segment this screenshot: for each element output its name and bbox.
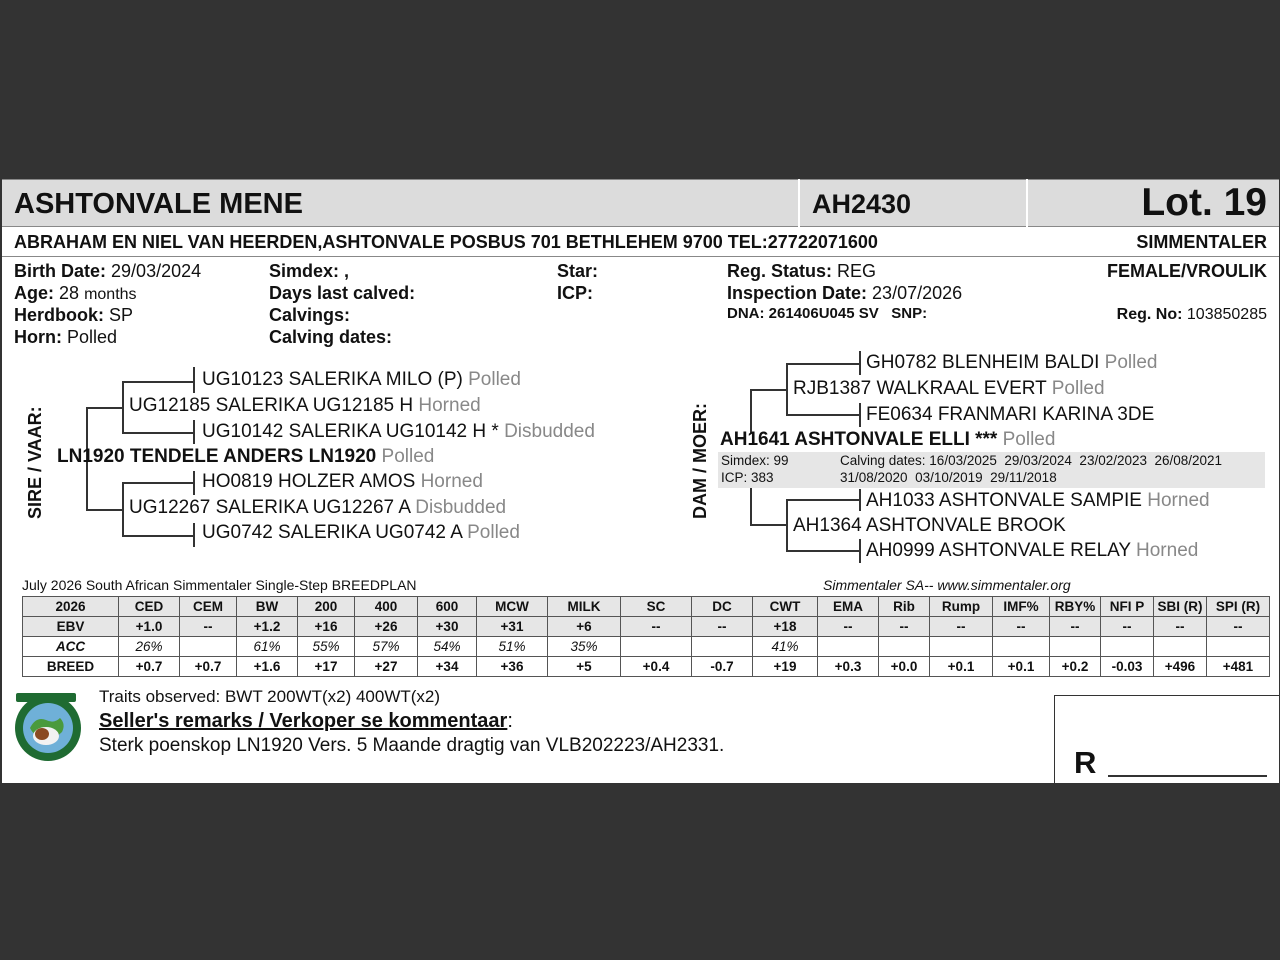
ebv-cell xyxy=(818,637,879,657)
tree-line xyxy=(859,489,861,511)
sire xyxy=(57,446,434,468)
pedigree-name: RJB1387 WALKRAAL EVERT xyxy=(793,378,1047,399)
remarks-heading xyxy=(99,710,513,733)
ebv-cell: RBY% xyxy=(1050,597,1101,617)
ebv-cell: -- xyxy=(879,617,930,637)
horn-status: Polled xyxy=(1051,378,1105,399)
ebv-cell: Rib xyxy=(879,597,930,617)
simdex-label: Simdex: , xyxy=(269,261,350,281)
pedigree-name: UG12185 SALERIKA UG12185 H xyxy=(129,395,414,416)
dam-calving-dates-2: 31/08/2020 03/10/2019 29/11/2018 xyxy=(840,470,1057,485)
ebv-cell: -- xyxy=(1101,617,1154,637)
ebv-cell: 200 xyxy=(298,597,355,617)
ebv-cell: MILK xyxy=(548,597,621,617)
horn-status: Disbudded xyxy=(415,497,507,518)
ebv-cell: -- xyxy=(1050,617,1101,637)
dam-dam-sire xyxy=(866,490,1210,512)
ebv-cell: +18 xyxy=(753,617,818,637)
horn-status: Disbudded xyxy=(504,421,595,442)
reg-no xyxy=(1117,306,1267,324)
ebv-cell xyxy=(1101,637,1154,657)
sire-dam-dam xyxy=(202,522,520,544)
pedigree-name: AH1641 ASHTONVALE ELLI *** xyxy=(720,429,998,450)
horn-label: Horn: xyxy=(14,327,62,347)
reg-no-label: Reg. No: xyxy=(1116,306,1183,323)
lot-card xyxy=(2,179,1279,783)
horn-status: Horned xyxy=(1136,540,1199,561)
lot-header-cell xyxy=(1028,179,1279,227)
sire-sire-dam xyxy=(202,421,595,443)
tree-line xyxy=(86,509,124,511)
horn-status: Horned xyxy=(1147,490,1210,511)
ebv-cell xyxy=(1154,637,1207,657)
tree-line xyxy=(859,403,861,427)
age-unit: months xyxy=(84,286,137,303)
herdbook-label: Herdbook: xyxy=(14,305,104,325)
ebv-cell: 61% xyxy=(237,637,298,657)
tree-line xyxy=(122,381,194,383)
ebv-cell: +0.2 xyxy=(1050,657,1101,677)
tree-line xyxy=(122,381,124,407)
remarks-colon: : xyxy=(507,710,513,732)
ebv-cell: 51% xyxy=(477,637,548,657)
inspection-value: 23/07/2026 xyxy=(872,283,963,303)
divider xyxy=(2,256,1279,257)
ebv-cell: +31 xyxy=(477,617,548,637)
dam-simdex: Simdex: 99 xyxy=(721,453,789,468)
horn-status: Polled xyxy=(1002,429,1056,450)
tree-line xyxy=(859,351,861,375)
tree-line xyxy=(193,367,195,393)
tree-line xyxy=(193,420,195,444)
tree-line xyxy=(750,389,788,391)
pedigree-name: UG12267 SALERIKA UG12267 A xyxy=(129,497,410,518)
tree-line xyxy=(786,363,788,415)
ebv-cell: +6 xyxy=(548,617,621,637)
ebv-cell: -- xyxy=(692,617,753,637)
ebv-cell xyxy=(180,637,237,657)
ebv-cell: IMF% xyxy=(993,597,1050,617)
ebv-cell: 600 xyxy=(418,597,477,617)
breed-label: SIMMENTALER xyxy=(1136,232,1267,252)
ebv-cell: 55% xyxy=(298,637,355,657)
ebv-cell: DC xyxy=(692,597,753,617)
ebv-header-row xyxy=(23,597,1270,617)
tree-line xyxy=(86,407,124,409)
ebv-cell: +36 xyxy=(477,657,548,677)
tree-line xyxy=(786,499,860,501)
reg-status-value: REG xyxy=(837,261,877,281)
pedigree-name: LN1920 TENDELE ANDERS LN1920 xyxy=(57,446,377,467)
animal-code: AH2430 xyxy=(812,189,912,219)
dam xyxy=(720,429,1055,451)
reg-status xyxy=(727,261,876,282)
ebv-cell xyxy=(1207,637,1270,657)
remarks-title: Seller's remarks / Verkoper se kommentaar xyxy=(99,710,508,732)
horn-status: Polled xyxy=(381,446,435,467)
remarks-text: Sterk poenskop LN1920 Vers. 5 Maande dragtig van VLB202223/AH2331. xyxy=(99,735,725,756)
dam-icp: ICP: 383 xyxy=(721,470,774,485)
pedigree-name: AH1364 ASHTONVALE BROOK xyxy=(793,515,1066,536)
ebv-cell: -- xyxy=(993,617,1050,637)
horn-value: Polled xyxy=(67,327,118,347)
ebv-cell: +0.3 xyxy=(818,657,879,677)
horn-status: Polled xyxy=(468,369,521,390)
ebv-cell: +26 xyxy=(355,617,418,637)
ebv-cell: SPI (R) xyxy=(1207,597,1270,617)
signature-line[interactable] xyxy=(1108,775,1267,777)
birth-label: Birth Date: xyxy=(14,261,107,281)
ebv-cell xyxy=(692,637,753,657)
sire-dam xyxy=(129,497,506,519)
reg-no-value: 103850285 xyxy=(1186,306,1267,323)
ebv-cell: 41% xyxy=(753,637,818,657)
ebv-cell: +5 xyxy=(548,657,621,677)
ebv-cell: +1.2 xyxy=(237,617,298,637)
ebv-cell: +0.4 xyxy=(621,657,692,677)
ebv-row-label: ACC xyxy=(23,637,119,657)
code-header-cell xyxy=(800,179,1026,227)
owner-line: ABRAHAM EN NIEL VAN HEERDEN,ASHTONVALE POSBUS 701 BETHLEHEM 9700 TEL:27722071600 xyxy=(14,232,878,252)
tree-line xyxy=(193,471,195,495)
ebv-cell: +1.0 xyxy=(119,617,180,637)
ebv-cell xyxy=(1050,637,1101,657)
ebv-table xyxy=(22,596,1270,677)
name-header-cell xyxy=(2,179,798,227)
horn-status: Polled xyxy=(1104,352,1158,373)
ebv-cell: +19 xyxy=(753,657,818,677)
ebv-cell xyxy=(879,637,930,657)
ebv-cell: +0.1 xyxy=(993,657,1050,677)
ebv-cell: CWT xyxy=(753,597,818,617)
traits-observed: Traits observed: BWT 200WT(x2) 400WT(x2) xyxy=(99,687,441,706)
ebv-row-label: EBV xyxy=(23,617,119,637)
ebv-cell: EMA xyxy=(818,597,879,617)
age xyxy=(14,283,137,304)
ebv-cell: BW xyxy=(237,597,298,617)
sire-dam-sire xyxy=(202,471,483,493)
pedigree-name: AH1033 ASHTONVALE SAMPIE xyxy=(866,490,1142,511)
r-label: R xyxy=(1074,745,1097,780)
tree-line xyxy=(786,499,788,551)
age-label: Age: xyxy=(14,283,54,303)
birth-date xyxy=(14,261,201,282)
sire-side-label: SIRE / VAAR: xyxy=(25,406,45,519)
dam-dam-dam xyxy=(866,540,1198,562)
horn-status: Horned xyxy=(420,471,483,492)
ebv-row-label: BREED xyxy=(23,657,119,677)
ebv-cell: -- xyxy=(930,617,993,637)
ebv-cell: +16 xyxy=(298,617,355,637)
ebv-cell: +496 xyxy=(1154,657,1207,677)
sire-sire xyxy=(129,395,481,417)
pedigree-name: UG10142 SALERIKA UG10142 H * xyxy=(202,421,499,442)
pedigree-name: AH0999 ASHTONVALE RELAY xyxy=(866,540,1131,561)
herdbook-value: SP xyxy=(109,305,134,325)
lot-number: Lot. 19 xyxy=(1141,181,1267,224)
reg-status-label: Reg. Status: xyxy=(727,261,833,281)
ebv-cell xyxy=(621,637,692,657)
pedigree-name: UG10123 SALERIKA MILO (P) xyxy=(202,369,463,390)
horn-status: Horned xyxy=(418,395,481,416)
ebv-row xyxy=(23,637,1270,657)
ebv-row xyxy=(23,617,1270,637)
dam-dam xyxy=(793,515,1066,537)
ebv-cell: -- xyxy=(180,617,237,637)
tree-line xyxy=(122,482,124,536)
ebv-cell: MCW xyxy=(477,597,548,617)
herdbook xyxy=(14,305,133,326)
ebv-cell: 54% xyxy=(418,637,477,657)
dam-side-label: DAM / MOER: xyxy=(690,403,710,519)
ebv-cell: Rump xyxy=(930,597,993,617)
ebv-cell: SC xyxy=(621,597,692,617)
ebv-cell: -- xyxy=(1154,617,1207,637)
star-label: Star: xyxy=(557,261,599,281)
tree-line xyxy=(859,539,861,563)
ebv-cell: CED xyxy=(119,597,180,617)
tree-line xyxy=(122,432,194,434)
age-value: 28 xyxy=(59,283,80,303)
ebv-cell: +0.7 xyxy=(119,657,180,677)
pedigree-name: UG0742 SALERIKA UG0742 A xyxy=(202,522,462,543)
dam-calving-dates: Calving dates: 16/03/2025 29/03/2024 23/02/2023 26/08/2021 xyxy=(840,453,1223,468)
ebv-cell: 57% xyxy=(355,637,418,657)
ebv-cell: -- xyxy=(818,617,879,637)
ebv-cell: -0.03 xyxy=(1101,657,1154,677)
ebv-cell: 400 xyxy=(355,597,418,617)
ebv-cell: CEM xyxy=(180,597,237,617)
calvings-label: Calvings: xyxy=(269,305,351,325)
pedigree-name: GH0782 BLENHEIM BALDI xyxy=(866,352,1100,373)
ebv-cell: SBI (R) xyxy=(1154,597,1207,617)
icp-label: ICP: xyxy=(557,283,593,303)
horn xyxy=(14,327,117,348)
ebv-cell: +34 xyxy=(418,657,477,677)
sire-sire-sire xyxy=(202,369,521,391)
dna-line: DNA: 261406U045 SV SNP: xyxy=(727,305,928,322)
ebv-cell: +27 xyxy=(355,657,418,677)
ebv-cell xyxy=(993,637,1050,657)
ebv-cell: NFI P xyxy=(1101,597,1154,617)
tree-line xyxy=(750,389,752,433)
ebv-cell: +0.7 xyxy=(180,657,237,677)
tree-line xyxy=(750,485,752,525)
tree-line xyxy=(786,414,860,416)
simmentaler-logo-icon xyxy=(12,690,84,762)
inspection-label: Inspection Date: xyxy=(727,283,868,303)
ebv-row xyxy=(23,657,1270,677)
ebv-cell: 35% xyxy=(548,637,621,657)
pedigree-name: FE0634 FRANMARI KARINA 3DE xyxy=(866,404,1155,425)
pedigree-name: HO0819 HOLZER AMOS xyxy=(202,471,416,492)
tree-line xyxy=(750,524,788,526)
ebv-cell: -- xyxy=(621,617,692,637)
ebv-cell: -- xyxy=(1207,617,1270,637)
ebv-row-label: 2026 xyxy=(23,597,119,617)
birth-value: 29/03/2024 xyxy=(111,261,202,281)
ebv-cell: +17 xyxy=(298,657,355,677)
ebv-cell: +0.1 xyxy=(930,657,993,677)
dam-sire-dam xyxy=(866,404,1154,426)
breedplan-title: July 2026 South African Simmentaler Single-Step BREEDPLAN xyxy=(22,577,417,593)
horn-status: Polled xyxy=(467,522,520,543)
ebv-cell: +30 xyxy=(418,617,477,637)
tree-line xyxy=(122,482,194,484)
ebv-cell: +1.6 xyxy=(237,657,298,677)
dam-sire-sire xyxy=(866,352,1157,374)
tree-line xyxy=(122,535,194,537)
tree-line xyxy=(786,363,860,365)
animal-name: ASHTONVALE MENE xyxy=(14,188,303,220)
days-last-calved-label: Days last calved: xyxy=(269,283,416,303)
ebv-cell: -0.7 xyxy=(692,657,753,677)
calving-dates-label: Calving dates: xyxy=(269,327,393,347)
tree-line xyxy=(193,523,195,547)
sex-label: FEMALE/VROULIK xyxy=(1107,261,1267,281)
ebv-cell: +0.0 xyxy=(879,657,930,677)
tree-line xyxy=(786,550,860,552)
ebv-cell: 26% xyxy=(119,637,180,657)
dam-sire xyxy=(793,378,1105,400)
tree-line xyxy=(122,407,124,433)
ebv-cell xyxy=(930,637,993,657)
breedplan-source: Simmentaler SA-- www.simmentaler.org xyxy=(823,577,1071,593)
ebv-cell: +481 xyxy=(1207,657,1270,677)
inspection-date xyxy=(727,283,962,304)
